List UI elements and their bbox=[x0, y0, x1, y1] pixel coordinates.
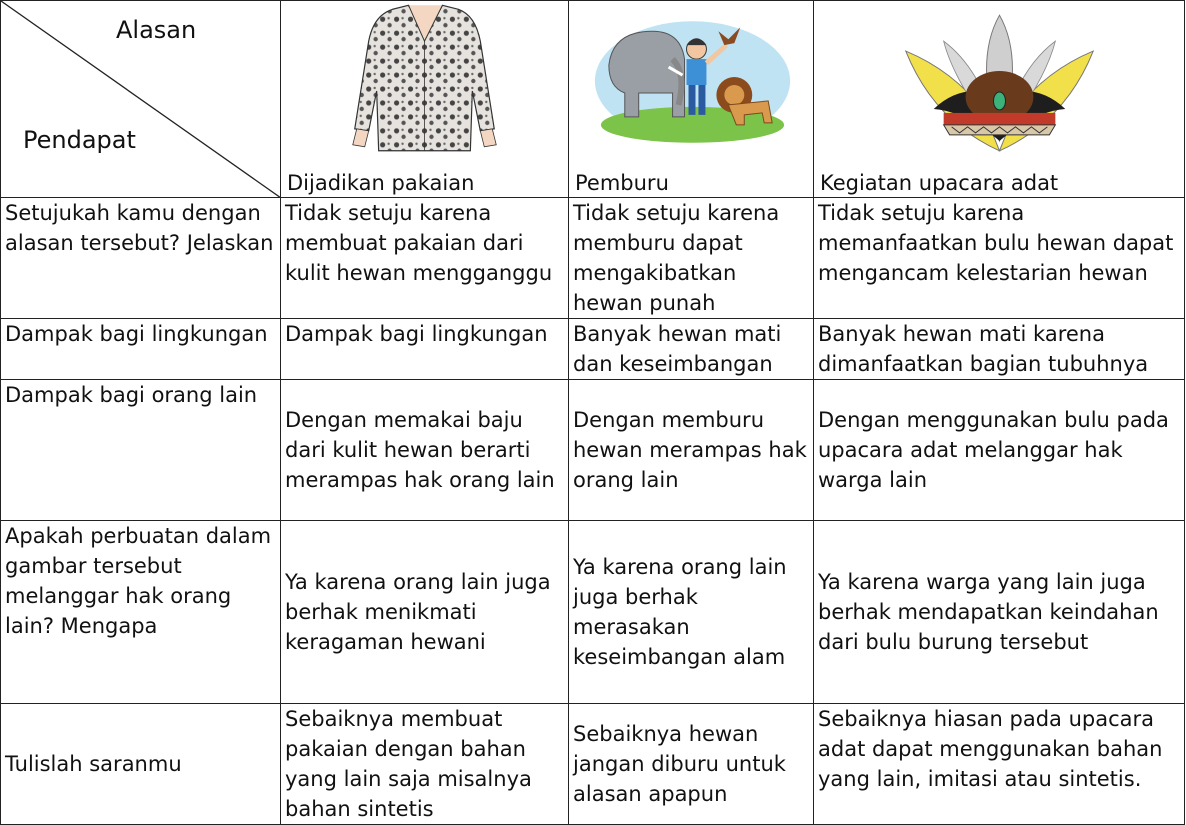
header-row bbox=[1, 1, 1185, 198]
feather-headdress-icon bbox=[814, 1, 1184, 171]
table-cell: Sebaiknya hewan jangan diburu untuk alasan apapun bbox=[569, 704, 814, 825]
corner-cell bbox=[1, 1, 281, 198]
table-cell: Banyak hewan mati dan keseimbangan bbox=[569, 319, 814, 380]
caption-pakaian: Dijadikan pakaian bbox=[287, 171, 475, 195]
table-cell: Tidak setuju karena memburu dapat mengakibatkan hewan punah bbox=[569, 198, 814, 319]
hunter-scene-icon bbox=[569, 1, 813, 171]
table-cell: Sebaiknya hiasan pada upacara adat dapat menggunakan bahan yang lain, imitasi atau sintetis. bbox=[814, 704, 1185, 825]
caption-pemburu: Pemburu bbox=[575, 171, 669, 195]
pendapat-label: Pendapat bbox=[23, 126, 136, 154]
table-cell: Ya karena warga yang lain juga berhak mendapatkan keindahan dari bulu burung tersebut bbox=[814, 521, 1185, 704]
table-row bbox=[1, 319, 1185, 380]
table-cell: Tidak setuju karena memanfaatkan bulu hewan dapat mengancam kelestarian hewan bbox=[814, 198, 1185, 319]
table-cell: Dampak bagi lingkungan bbox=[281, 319, 569, 380]
table-cell: Banyak hewan mati karena dimanfaatkan bagian tubuhnya bbox=[814, 319, 1185, 380]
row-label: Tulislah saranmu bbox=[1, 704, 281, 825]
table-row bbox=[1, 521, 1185, 704]
table-cell: Ya karena orang lain juga berhak menikmati keragaman hewani bbox=[281, 521, 569, 704]
caption-upacara: Kegiatan upacara adat bbox=[820, 171, 1059, 195]
table-cell: Sebaiknya membuat pakaian dengan bahan yang lain saja misalnya bahan sintetis bbox=[281, 704, 569, 825]
table-cell: Dengan memburu hewan merampas hak orang lain bbox=[569, 380, 814, 521]
leopard-shirt-icon bbox=[281, 1, 568, 171]
table-cell: Ya karena orang lain juga berhak merasakan keseimbangan alam bbox=[569, 521, 814, 704]
column-header-pemburu bbox=[569, 1, 814, 198]
row-label: Dampak bagi lingkungan bbox=[1, 319, 281, 380]
row-label: Dampak bagi orang lain bbox=[1, 380, 281, 521]
table-cell: Dengan memakai baju dari kulit hewan berarti merampas hak orang lain bbox=[281, 380, 569, 521]
table-row bbox=[1, 704, 1185, 825]
alasan-label: Alasan bbox=[116, 16, 197, 44]
table-cell: Dengan menggunakan bulu pada upacara adat melanggar hak warga lain bbox=[814, 380, 1185, 521]
table-cell: Tidak setuju karena membuat pakaian dari kulit hewan mengganggu bbox=[281, 198, 569, 319]
table-row bbox=[1, 198, 1185, 319]
column-header-pakaian bbox=[281, 1, 569, 198]
row-label: Apakah perbuatan dalam gambar tersebut melanggar hak orang lain? Mengapa bbox=[1, 521, 281, 704]
column-header-upacara bbox=[814, 1, 1185, 198]
table-row bbox=[1, 380, 1185, 521]
row-label: Setujukah kamu dengan alasan tersebut? Jelaskan bbox=[1, 198, 281, 319]
